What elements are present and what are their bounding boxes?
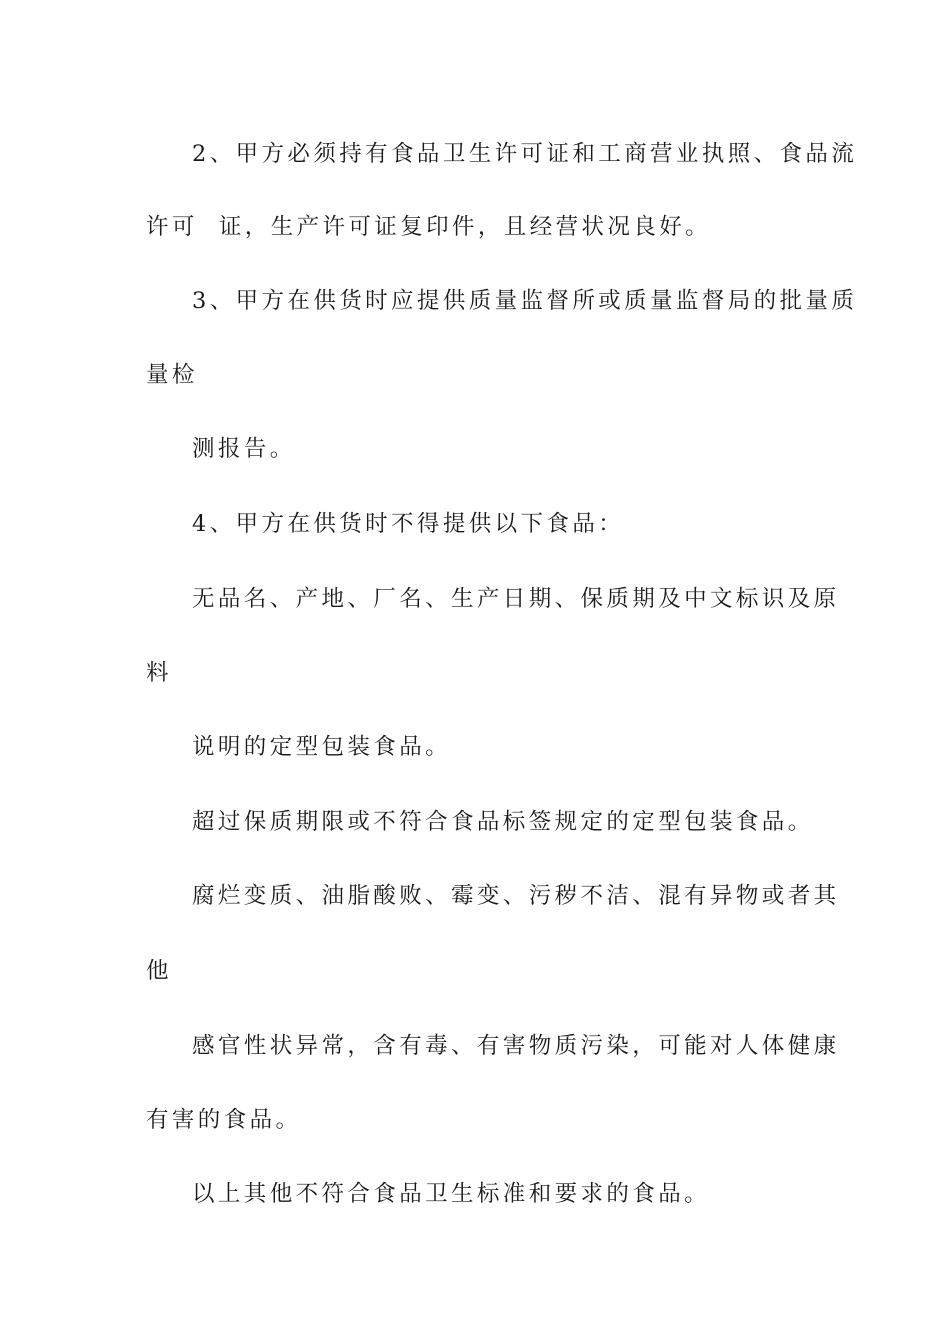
paragraph-line: 以上其他不符合食品卫生标准和要求的食品。 <box>192 1181 711 1207</box>
paragraph-line: 无品名、产地、厂名、生产日期、保质期及中文标识及原 <box>192 586 840 612</box>
paragraph-line: 感官性状异常，含有毒、有害物质污染，可能对人体健康 <box>192 1033 840 1059</box>
paragraph-line: 腐烂变质、油脂酸败、霉变、污秽不洁、混有异物或者其 <box>192 883 840 909</box>
paragraph-line: 他 <box>146 958 172 984</box>
paragraph-line: 4、甲方在供货时不得提供以下食品： <box>192 511 625 537</box>
paragraph-line: 超过保质期限或不符合食品标签规定的定型包装食品。 <box>192 809 814 835</box>
paragraph-line: 许可 证，生产许可证复印件，且经营状况良好。 <box>146 214 712 240</box>
paragraph-line: 料 <box>146 660 172 686</box>
paragraph-line: 说明的定型包装食品。 <box>192 734 452 760</box>
paragraph-line: 测报告。 <box>192 436 296 462</box>
paragraph-line: 有害的食品。 <box>146 1107 302 1133</box>
paragraph-line: 3、甲方在供货时应提供质量监督所或质量监督局的批量质 <box>192 288 858 314</box>
paragraph-line: 量检 <box>146 362 198 388</box>
paragraph-line: 2、甲方必须持有食品卫生许可证和工商营业执照、食品流 <box>192 141 858 167</box>
